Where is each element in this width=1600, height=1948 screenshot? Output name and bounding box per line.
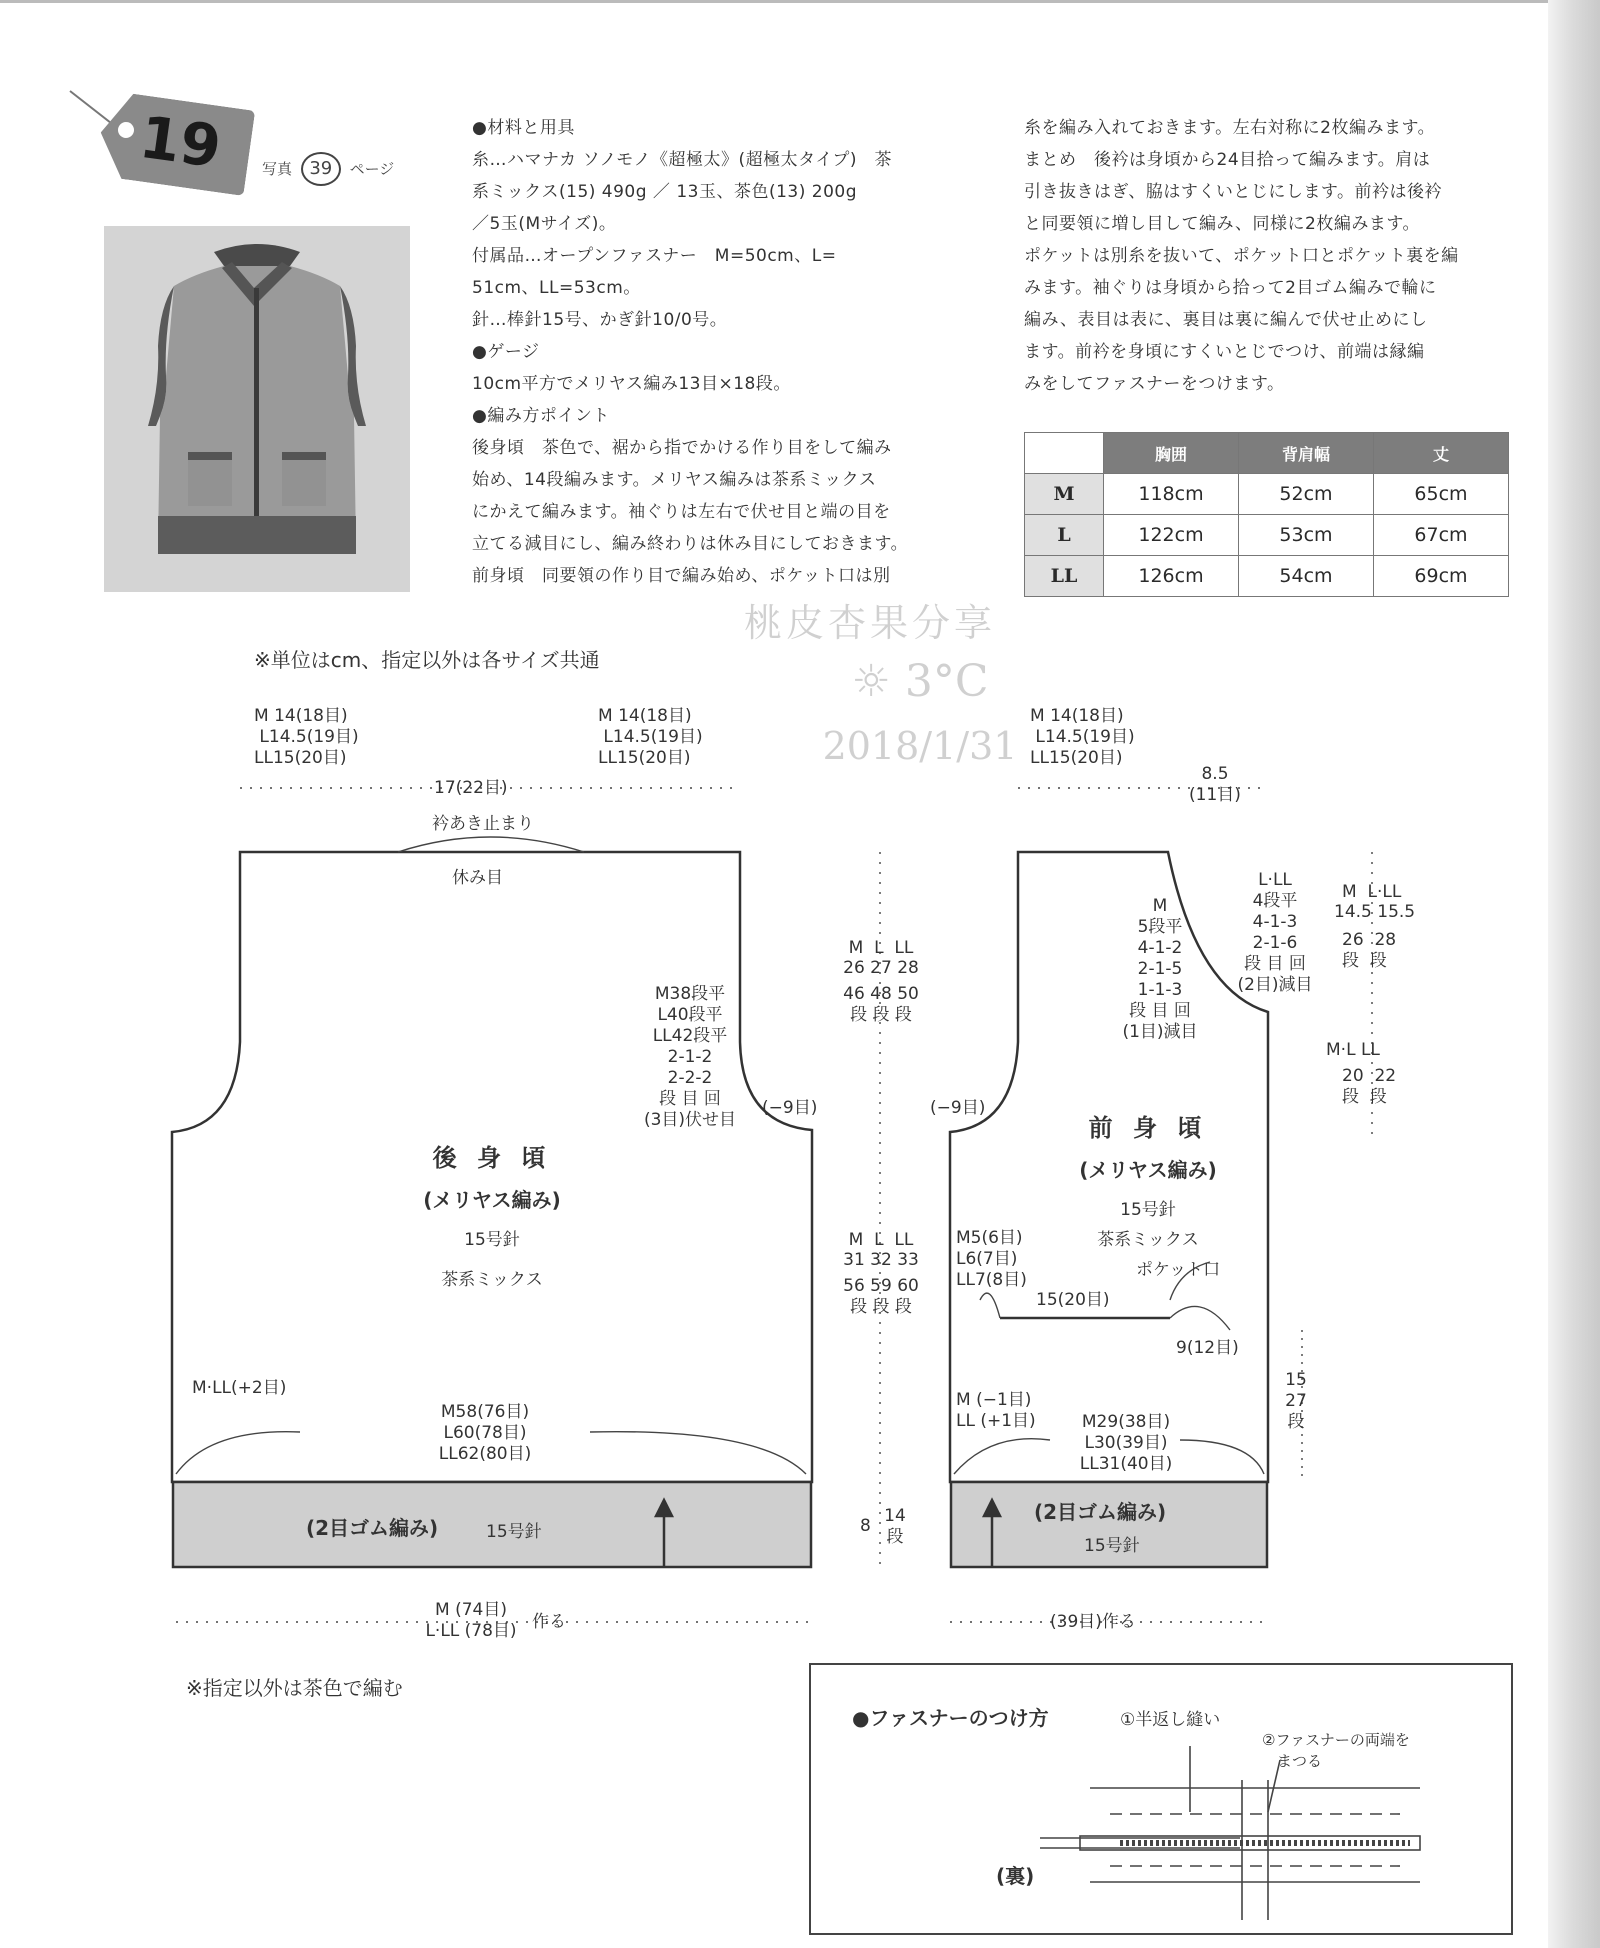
watermark-text: 桃皮杏果分享 bbox=[743, 601, 996, 645]
front-yarn: 茶系ミックス bbox=[1097, 1230, 1199, 1250]
photo-ref-suffix: ページ bbox=[349, 160, 395, 178]
zipper-step-1: ①半返し縫い bbox=[1120, 1710, 1221, 1730]
back-ribbing-needle: 15号針 bbox=[486, 1522, 542, 1542]
table-cell: 67cm bbox=[1374, 515, 1509, 556]
back-armhole-dec: (−9目) bbox=[762, 1098, 818, 1118]
materials-line: 立てる減目にし、編み終わりは休み目にしておきます。 bbox=[472, 534, 909, 554]
table-cell: 122cm bbox=[1104, 515, 1239, 556]
materials-line: 付属品…オープンファスナー M=50cm、L= bbox=[472, 246, 837, 266]
header-length: 丈 bbox=[1374, 433, 1509, 474]
front-stitch: (メリヤス編み) bbox=[1079, 1158, 1217, 1182]
center-sizes-mid: M L LL bbox=[848, 1230, 914, 1250]
front-ribbing-needle: 15号針 bbox=[1084, 1536, 1140, 1556]
back-cast-on-suffix: 作る bbox=[532, 1612, 566, 1632]
front-neck-depth-sizes: M L·LL bbox=[1342, 882, 1402, 902]
materials-line: 針…棒針15号、かぎ針10/0号。 bbox=[472, 310, 728, 330]
front-ribbing: (2目ゴム編み) bbox=[1034, 1500, 1167, 1524]
front-neck-depth-vals: 14.5 15.5 bbox=[1334, 902, 1416, 922]
back-cast-on: M (74目) L·LL (78目) bbox=[425, 1600, 517, 1641]
front-pocket-label: ポケット口 bbox=[1136, 1260, 1221, 1280]
table-cell: 69cm bbox=[1374, 556, 1509, 597]
center-upper-rows: 46 48 50 段 段 段 bbox=[843, 984, 919, 1025]
header-chest: 胸囲 bbox=[1104, 433, 1239, 474]
back-armhole-rows: M38段平 L40段平 LL42段平 2-1-2 2-2-2 段 目 回 (3目)伏せ目 bbox=[643, 984, 737, 1130]
front-neck-m: M 5段平 4-1-2 2-1-5 1-1-3 段 目 回 (1目)減目 bbox=[1122, 896, 1198, 1042]
instructions-line: みます。袖ぐりは身頃から拾って2目ゴム編みで輪に bbox=[1024, 278, 1437, 298]
front-neck-depth-rows: 26 28 段 段 bbox=[1342, 930, 1397, 971]
front-pocket-height: 15 27 段 bbox=[1285, 1370, 1307, 1432]
zipper-back-side: (裏) bbox=[996, 1864, 1035, 1888]
front-shoulder: M 14(18目) L14.5(19目) LL15(20目) bbox=[1030, 706, 1135, 768]
materials-line: 糸…ハマナカ ソノモノ《超極太》(超極太タイプ) 茶 bbox=[472, 150, 892, 170]
center-lower-vals: 31 32 33 bbox=[843, 1250, 919, 1270]
pattern-number: 19 bbox=[135, 102, 226, 182]
instructions-line: と同要領に増し目して編み、同様に2枚編みます。 bbox=[1024, 214, 1420, 234]
materials-line: ／5玉(Mサイズ)。 bbox=[472, 214, 617, 234]
materials-line: ●ゲージ bbox=[472, 342, 540, 362]
back-yarn: 茶系ミックス bbox=[441, 1270, 543, 1290]
front-pocket-to-edge: 9(12目) bbox=[1176, 1338, 1239, 1358]
front-neck-l-ll: L·LL 4段平 4-1-3 2-1-6 段 目 回 (2目)減目 bbox=[1237, 870, 1313, 995]
back-needle: 15号針 bbox=[464, 1230, 520, 1250]
color-note: ※指定以外は茶色で編む bbox=[186, 1676, 403, 1700]
front-armhole-dec: (−9目) bbox=[930, 1098, 986, 1118]
materials-line: ●編み方ポイント bbox=[472, 406, 610, 426]
materials-line: ●材料と用具 bbox=[472, 118, 575, 138]
materials-line: 51cm、LL=53cm。 bbox=[472, 278, 641, 298]
front-lower-sizes: M·L LL bbox=[1326, 1040, 1380, 1060]
center-sizes-top: M L LL bbox=[848, 938, 914, 958]
back-shoulder-right: M 14(18目) L14.5(19目) LL15(20目) bbox=[598, 706, 703, 768]
back-side-inc: M·LL(+2目) bbox=[192, 1378, 287, 1398]
instructions-line: ます。前衿を身頃にすくいとじでつけ、前端は縁編 bbox=[1024, 342, 1425, 362]
center-rib-height: 8 bbox=[860, 1516, 871, 1536]
center-rib-rows: 14 段 bbox=[884, 1506, 906, 1547]
table-cell: 54cm bbox=[1239, 556, 1374, 597]
materials-line: 始め、14段編みます。メリヤス編みは茶系ミックス bbox=[472, 470, 877, 490]
instructions-line: ポケットは別糸を抜いて、ポケット口とポケット裏を編 bbox=[1024, 246, 1459, 266]
back-title: 後 身 頃 bbox=[432, 1144, 552, 1172]
back-shoulder-left: M 14(18目) L14.5(19目) LL15(20目) bbox=[254, 706, 359, 768]
front-lower-rows: 20 22 段 段 bbox=[1342, 1066, 1397, 1107]
size-label: LL bbox=[1025, 556, 1104, 597]
back-neck-width: 17(22目) bbox=[434, 778, 508, 798]
materials-line: 前身頃 同要領の作り目で編み始め、ポケット口は別 bbox=[472, 566, 891, 586]
instructions-line: 糸を編み入れておきます。左右対称に2枚編みます。 bbox=[1024, 118, 1436, 138]
instructions-line: 編み、表目は表に、裏目は裏に編んで伏せ止めにし bbox=[1024, 310, 1428, 330]
back-ribbing: (2目ゴム編み) bbox=[306, 1516, 439, 1540]
watermark-date: 2018/1/31 bbox=[822, 724, 1018, 768]
materials-line: にかえて編みます。袖ぐりは左右で伏せ目と端の目を bbox=[472, 502, 891, 522]
front-pocket-width: 15(20目) bbox=[1036, 1290, 1110, 1310]
front-pocket-side: M5(6目) L6(7目) LL7(8目) bbox=[956, 1228, 1027, 1290]
front-needle: 15号針 bbox=[1120, 1200, 1176, 1220]
instructions-line: 引き抜きはぎ、脇はすくいとじにします。前衿は後衿 bbox=[1024, 182, 1442, 202]
zipper-step-2: ②ファスナーの両端を まつる bbox=[1262, 1731, 1410, 1770]
watermark-weather: ☼ 3°C bbox=[851, 656, 989, 707]
table-cell: 126cm bbox=[1104, 556, 1239, 597]
front-side-adj: M (−1目) LL (+1目) bbox=[956, 1390, 1036, 1431]
back-stitch: (メリヤス編み) bbox=[423, 1188, 561, 1212]
table-cell: 52cm bbox=[1239, 474, 1374, 515]
front-neck-width: 8.5 (11目) bbox=[1189, 764, 1241, 805]
instructions-line: みをしてファスナーをつけます。 bbox=[1024, 374, 1285, 394]
back-neck-note: 衿あき止まり bbox=[432, 814, 534, 834]
table-cell: 65cm bbox=[1374, 474, 1509, 515]
instructions-line: まとめ 後衿は身頃から24目拾って編みます。肩は bbox=[1024, 150, 1431, 170]
materials-line: 10cm平方でメリヤス編み13目×18段。 bbox=[472, 374, 791, 394]
center-lower-rows: 56 59 60 段 段 段 bbox=[843, 1276, 919, 1317]
size-label: L bbox=[1025, 515, 1104, 556]
size-label: M bbox=[1025, 474, 1104, 515]
front-title: 前 身 頃 bbox=[1088, 1114, 1208, 1142]
back-width: M58(76目) L60(78目) LL62(80目) bbox=[438, 1402, 532, 1464]
table-cell: 118cm bbox=[1104, 474, 1239, 515]
materials-line: 後身頃 茶色で、裾から指でかける作り目をして編み bbox=[472, 438, 892, 458]
header-shoulder: 背肩幅 bbox=[1239, 433, 1374, 474]
table-cell: 53cm bbox=[1239, 515, 1374, 556]
back-rest-stitches: 休み目 bbox=[452, 868, 503, 888]
photo-ref-page: 39 bbox=[301, 152, 341, 186]
photo-ref-prefix: 写真 bbox=[262, 160, 293, 178]
unit-note: ※単位はcm、指定以外は各サイズ共通 bbox=[254, 648, 600, 672]
front-width: M29(38目) L30(39目) LL31(40目) bbox=[1079, 1412, 1173, 1474]
front-cast-on: (39目)作る bbox=[1050, 1612, 1136, 1632]
center-upper-vals: 26 27 28 bbox=[843, 958, 919, 978]
zipper-title: ●ファスナーのつけ方 bbox=[852, 1706, 1049, 1730]
materials-line: 系ミックス(15) 490g ／ 13玉、茶色(13) 200g bbox=[472, 182, 858, 202]
